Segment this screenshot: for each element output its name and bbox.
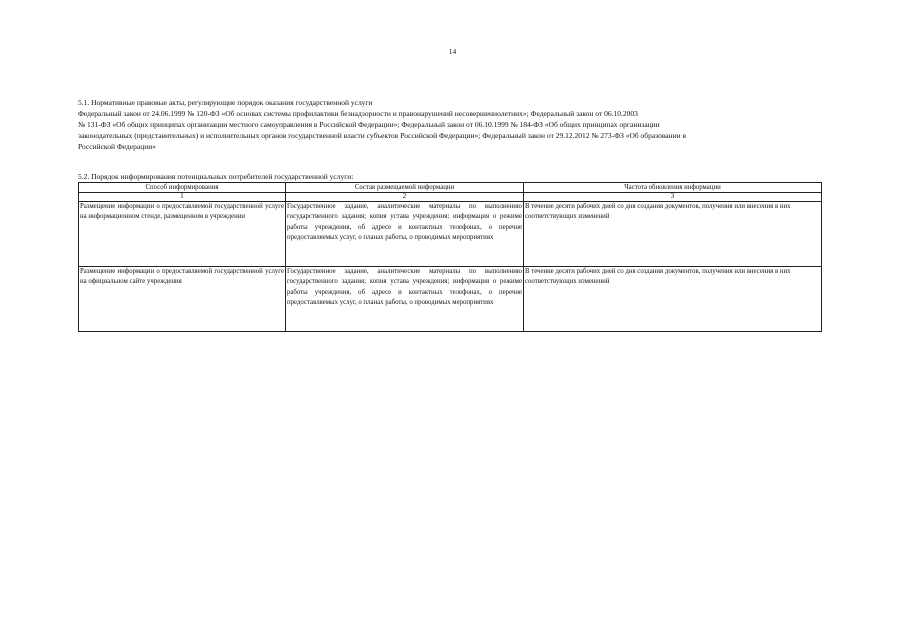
column-header-frequency: Частота обновления информации xyxy=(524,183,822,193)
law-line: законодательных (представительных) и исполнительных органов государственной власти субъектов Российской Федерации»; Федеральный закон от 29.12.2012 № 273-ФЗ «Об образовании в xyxy=(78,131,687,140)
column-header-content: Состав размещаемой информации xyxy=(286,183,524,193)
column-number-row xyxy=(79,193,822,202)
column-header-method: Способ информирования xyxy=(79,183,286,193)
section-5-1 xyxy=(78,97,830,152)
section-5-2-heading: 5.2. Порядок информирования потенциальных потребителей государственной услуги: xyxy=(78,172,354,181)
column-number: 2 xyxy=(286,193,524,202)
method-cell: Размещение информации о предоставляемой государственной услуге на официальном сайте учреждения xyxy=(79,267,286,332)
informing-table xyxy=(78,182,822,332)
column-number: 3 xyxy=(524,193,822,202)
column-number: 1 xyxy=(79,193,286,202)
content-cell: Государственное задание, аналитические материалы по выполнению государственного задания; копия устава учреждения; информация о режиме работы учреждения, об адресе и контактных телефонах, о перечне предоставляемых услуг, о планах работы, о проводимых мероприятиях xyxy=(286,202,524,267)
law-line: Федеральный закон от 24.06.1999 № 120-ФЗ «Об основах системы профилактики безнадзорности и правонарушений несовершеннолетних»; Федеральный закон от 06.10.2003 xyxy=(78,109,638,118)
method-cell: Размещение информации о предоставляемой государственной услуге на информационном стенде, размещенном в учреждении xyxy=(79,202,286,267)
frequency-cell: В течение десяти рабочих дней со дня создания документов, получения или внесения в них соответствующих изменений xyxy=(524,267,822,332)
frequency-cell: В течение десяти рабочих дней со дня создания документов, получения или внесения в них соответствующих изменений xyxy=(524,202,822,267)
law-line: № 131-ФЗ «Об общих принципах организации местного самоуправления в Российской Федерации»; Федеральный закон от 06.10.1999 № 184-ФЗ «Об общих принципах организации xyxy=(78,120,660,129)
table-header-row xyxy=(79,183,822,193)
table-row xyxy=(79,267,822,332)
section-5-1-heading: 5.1. Нормативные правовые акты, регулирующие порядок оказания государственной услуги xyxy=(78,98,373,107)
content-cell: Государственное задание, аналитические материалы по выполнению государственного задания; копия устава учреждения; информация о режиме работы учреждения, об адресе и контактных телефонах, о перечне предоставляемых услуг, о планах работы, о проводимых мероприятиях xyxy=(286,267,524,332)
page-number: 14 xyxy=(448,47,457,56)
table-row xyxy=(79,202,822,267)
law-line: Российской Федерации» xyxy=(78,142,157,151)
